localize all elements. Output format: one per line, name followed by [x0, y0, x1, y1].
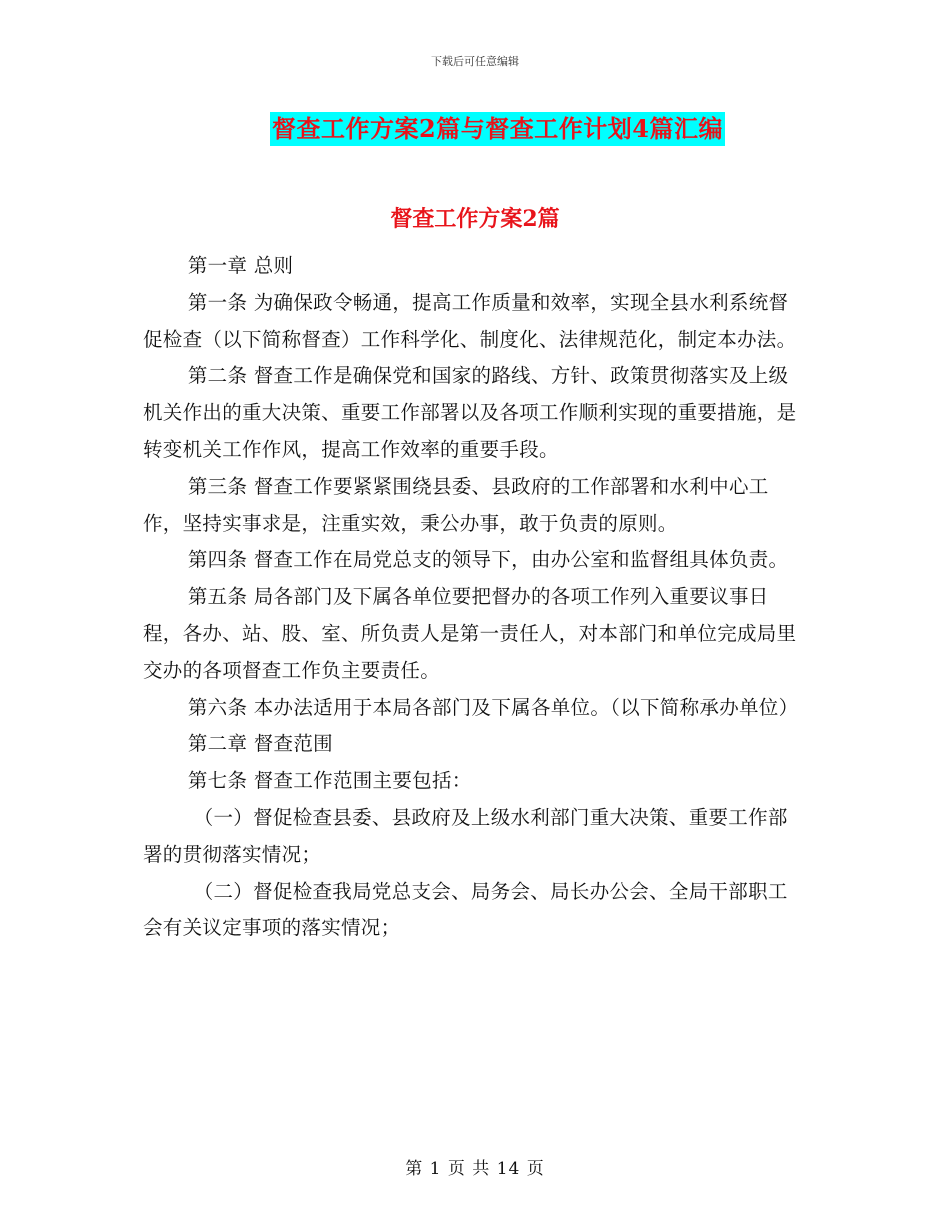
section-title: 督查工作方案2篇: [390, 206, 560, 232]
paragraph-article-4: 第四条 督查工作在局党总支的领导下，由办公室和监督组具体负责。: [187, 548, 789, 572]
paragraph-article-5: 第五条 局各部门及下属各单位要把督办的各项工作列入重要议事日程，各办、站、股、室、所负责人是第一责任人，对本部门和单位完成局里交办的各项督查工作负主要责任。: [143, 585, 797, 682]
paragraph-chapter-2: 第二章 督查范围: [187, 732, 333, 756]
paragraph-article-2: 第二条 督查工作是确保党和国家的路线、方针、政策贯彻落实及上级机关作出的重大决策、重要工作部署以及各项工作顺利实现的重要措施，是转变机关工作作风，提高工作效率的重要手段。: [143, 364, 797, 461]
document-title: 督查工作方案2篇与督查工作计划4篇汇编: [270, 112, 725, 146]
paragraph-item-1: （一）督促检查县委、县政府及上级水利部门重大决策、重要工作部署的贯彻落实情况；: [143, 805, 788, 866]
paragraph-article-7: 第七条 督查工作范围主要包括：: [187, 769, 472, 793]
document-body: [143, 248, 807, 947]
document-title-container: [0, 112, 950, 146]
paragraph-article-3: 第三条 督查工作要紧紧围绕县委、县政府的工作部署和水利中心工作，坚持实事求是，注重实效，秉公办事，敢于负责的原则。: [143, 474, 769, 535]
header-note: 下载后可任意编辑: [431, 55, 519, 68]
paragraph-item-2: （二）督促检查我局党总支会、局务会、局长办公会、全局干部职工会有关议定事项的落实情况；: [143, 879, 788, 940]
paragraph-article-1: 第一条 为确保政令畅通，提高工作质量和效率，实现全县水利系统督促检查（以下简称督查）工作科学化、制度化、法律规范化，制定本办法。: [143, 290, 797, 351]
paragraph-chapter-1: 第一章 总则: [187, 254, 294, 277]
page-footer: 第 1 页 共 14 页: [405, 1159, 545, 1179]
paragraph-article-6: 第六条 本办法适用于本局各部门及下属各单位。（以下简称承办单位）: [187, 695, 799, 719]
